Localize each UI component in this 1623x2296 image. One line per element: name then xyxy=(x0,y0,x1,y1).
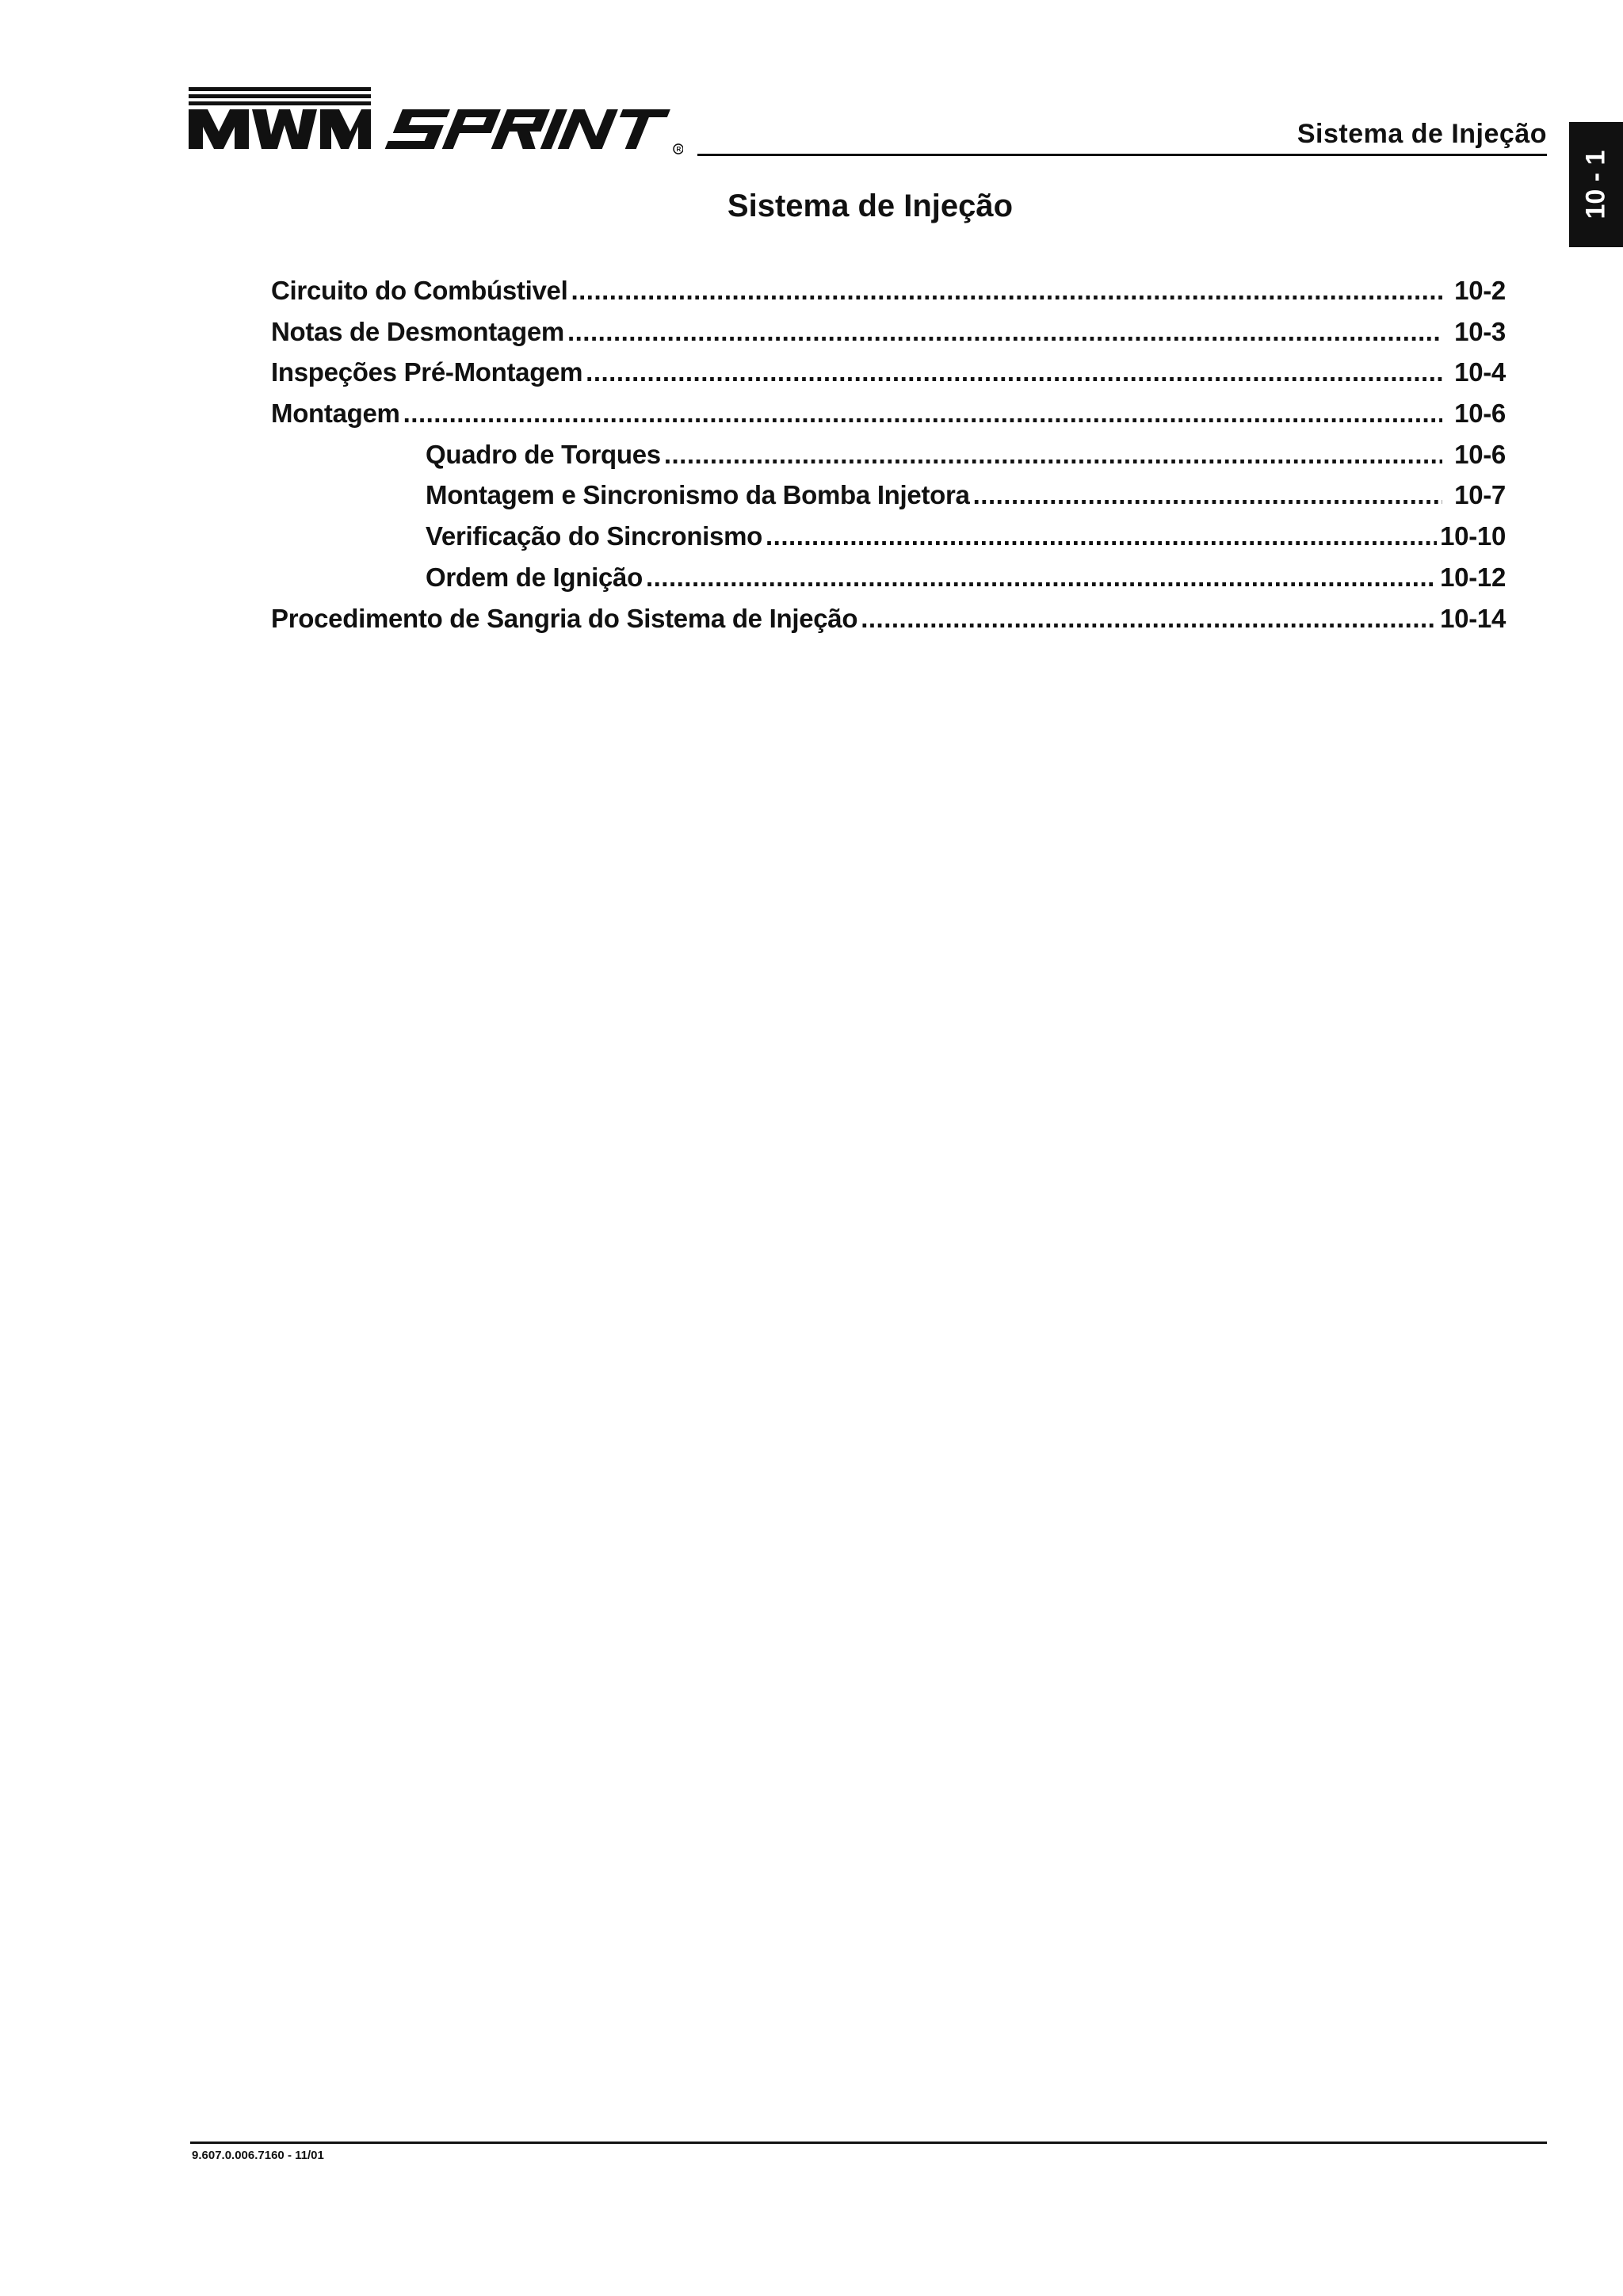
toc-dot-leader xyxy=(664,440,1442,470)
svg-text:R: R xyxy=(676,146,682,153)
toc-entry[interactable] xyxy=(271,399,1506,440)
toc-subentry[interactable] xyxy=(271,563,1506,604)
chapter-tab xyxy=(1569,122,1623,247)
toc-entry-label: Ordem de Ignição xyxy=(426,562,643,592)
toc-entry-label: Circuito do Combústivel xyxy=(271,276,568,305)
toc-entry-label: Inspeções Pré-Montagem xyxy=(271,357,583,387)
toc-entry[interactable] xyxy=(271,276,1506,317)
toc-entry-page: 10-6 xyxy=(1454,399,1506,429)
toc-entry-label: Verificação do Sincronismo xyxy=(426,521,763,551)
header-rule xyxy=(697,154,1547,156)
toc-entry-label: Quadro de Torques xyxy=(426,439,661,469)
toc-entry[interactable] xyxy=(271,317,1506,358)
table-of-contents xyxy=(271,276,1506,644)
toc-entry-label: Montagem e Sincronismo da Bomba Injetora xyxy=(426,480,970,510)
toc-dot-leader xyxy=(403,399,1442,429)
toc-subentry[interactable] xyxy=(271,521,1506,563)
toc-entry-page: 10-3 xyxy=(1454,316,1506,346)
toc-entry[interactable] xyxy=(271,357,1506,399)
toc-dot-leader xyxy=(586,357,1442,387)
toc-subentry[interactable] xyxy=(271,440,1506,481)
toc-dot-leader xyxy=(766,521,1437,551)
toc-entry-label: Procedimento de Sangria do Sistema de Injeção xyxy=(271,603,858,633)
toc-entry-page: 10-4 xyxy=(1454,357,1506,387)
toc-entry-page: 10-10 xyxy=(1440,521,1506,551)
toc-entry-page: 10-7 xyxy=(1454,480,1506,510)
toc-dot-leader xyxy=(567,317,1442,347)
toc-entry-page: 10-6 xyxy=(1454,439,1506,469)
mwm-sprint-logo xyxy=(189,86,683,157)
toc-entry-page: 10-12 xyxy=(1440,562,1506,592)
header-title: Sistema de Injeção xyxy=(1296,119,1547,149)
toc-dot-leader xyxy=(861,604,1437,634)
toc-entry-label: Montagem xyxy=(271,399,400,429)
toc-entry[interactable] xyxy=(271,604,1506,645)
toc-dot-leader xyxy=(646,563,1437,593)
toc-dot-leader xyxy=(571,276,1442,306)
toc-entry-page: 10-14 xyxy=(1440,603,1506,633)
toc-entry-label: Notas de Desmontagem xyxy=(271,316,564,346)
toc-entry-page: 10-2 xyxy=(1454,276,1506,305)
document-code: 9.607.0.006.7160 - 11/01 xyxy=(192,2149,324,2162)
chapter-tab-label: 10 - 1 xyxy=(1580,150,1611,219)
page-title: Sistema de Injeção xyxy=(727,189,1014,223)
toc-subentry[interactable] xyxy=(271,480,1506,521)
footer-rule xyxy=(190,2142,1547,2144)
toc-dot-leader xyxy=(973,480,1442,510)
